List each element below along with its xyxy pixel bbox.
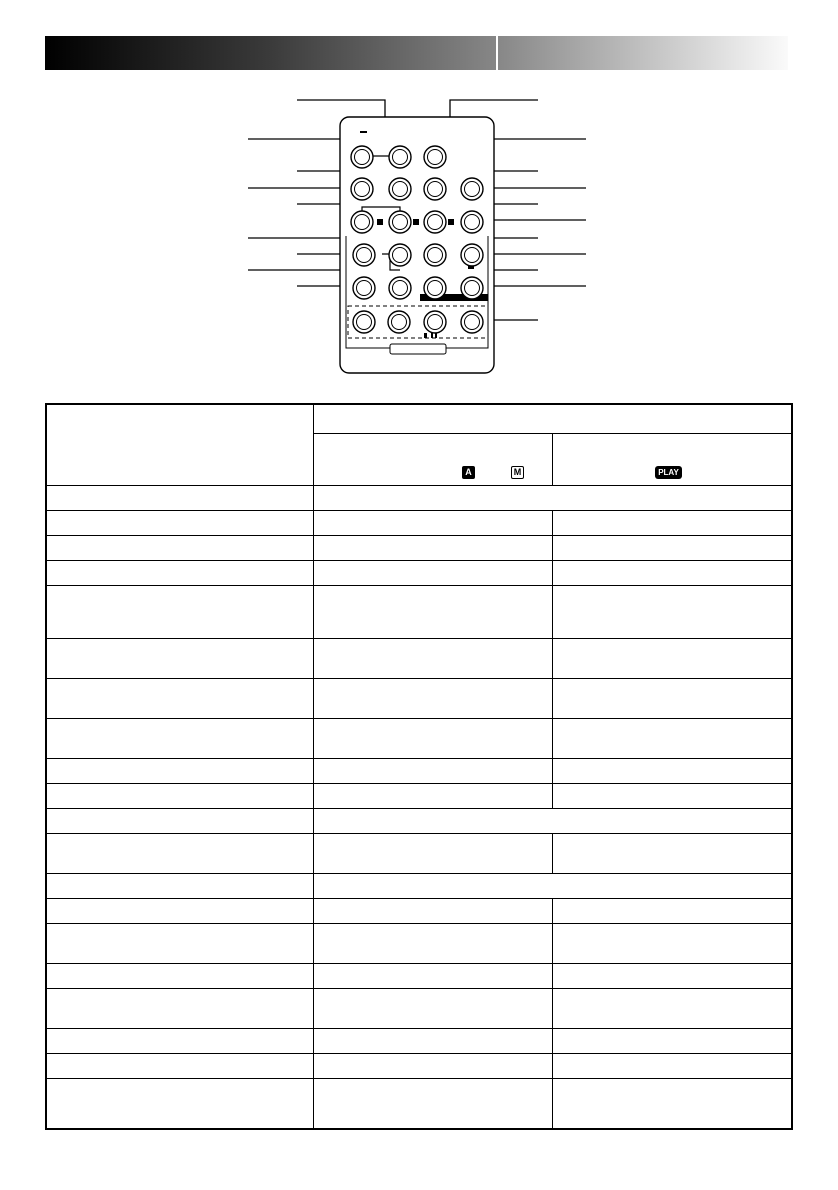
table-row — [46, 1078, 792, 1129]
table-cell — [313, 808, 792, 833]
table-header-row — [46, 404, 792, 433]
table-cell — [46, 510, 313, 535]
table-cell — [46, 585, 313, 638]
remote-button — [461, 244, 483, 266]
page-header-bar — [45, 36, 788, 70]
table-cell — [553, 898, 792, 923]
table-row — [46, 485, 792, 510]
table-row — [46, 585, 792, 638]
remote-button — [424, 311, 446, 333]
manual-mode-badge: M — [511, 466, 524, 479]
function-table — [45, 403, 793, 1130]
table-cell — [313, 510, 552, 535]
table-cell — [553, 758, 792, 783]
table-cell — [46, 758, 313, 783]
remote-slot — [390, 344, 446, 354]
table-cell — [553, 833, 792, 873]
remote-control-illustration — [0, 80, 838, 390]
table-cell — [313, 988, 552, 1028]
remote-button — [389, 211, 411, 233]
table-row — [46, 1053, 792, 1078]
table-row — [46, 873, 792, 898]
table-cell — [46, 833, 313, 873]
remote-button — [461, 211, 483, 233]
table-cell — [313, 873, 792, 898]
table-cell — [553, 585, 792, 638]
table-cell — [553, 988, 792, 1028]
remote-button — [389, 178, 411, 200]
table-cell — [46, 485, 313, 510]
remote-button — [424, 244, 446, 266]
table-cell — [553, 678, 792, 718]
table-cell — [313, 758, 552, 783]
table-row — [46, 898, 792, 923]
table-cell — [553, 535, 792, 560]
table-cell — [46, 1053, 313, 1078]
table-cell — [313, 1053, 552, 1078]
play-mode-badge: PLAY — [655, 466, 682, 479]
table-row — [46, 535, 792, 560]
table-cell — [313, 963, 552, 988]
table-cell — [313, 678, 552, 718]
remote-button — [353, 244, 375, 266]
table-row — [46, 718, 792, 758]
table-header-cell — [46, 404, 313, 485]
remote-button — [353, 311, 375, 333]
remote-button — [351, 178, 373, 200]
remote-button — [461, 277, 483, 299]
table-cell — [313, 638, 552, 678]
table-cell — [313, 833, 552, 873]
table-row — [46, 808, 792, 833]
table-cell — [313, 718, 552, 758]
table-cell — [46, 963, 313, 988]
remote-button — [424, 277, 446, 299]
table-row — [46, 783, 792, 808]
table-cell — [553, 718, 792, 758]
table-row — [46, 988, 792, 1028]
table-cell — [46, 638, 313, 678]
remote-button — [351, 211, 373, 233]
table-row — [46, 638, 792, 678]
table-cell — [313, 923, 552, 963]
table-cell — [313, 560, 552, 585]
table-row — [46, 510, 792, 535]
remote-button — [389, 277, 411, 299]
table-cell — [313, 1078, 552, 1129]
table-cell — [553, 963, 792, 988]
table-cell — [313, 585, 552, 638]
table-row — [46, 923, 792, 963]
table-cell — [46, 678, 313, 718]
remote-button — [461, 178, 483, 200]
table-cell — [313, 783, 552, 808]
table-cell — [313, 1028, 552, 1053]
table-cell — [46, 898, 313, 923]
table-cell — [46, 560, 313, 585]
table-cell — [313, 485, 792, 510]
callout-line — [450, 100, 538, 118]
table-cell — [46, 988, 313, 1028]
table-header-cell — [313, 404, 792, 433]
table-cell — [46, 1028, 313, 1053]
table-row — [46, 963, 792, 988]
remote-button — [353, 277, 375, 299]
remote-button — [424, 178, 446, 200]
auto-mode-badge: A — [462, 466, 475, 479]
remote-button — [389, 244, 411, 266]
table-cell — [46, 923, 313, 963]
table-cell — [46, 1078, 313, 1129]
table-row — [46, 833, 792, 873]
table-cell — [553, 510, 792, 535]
table-cell — [553, 1053, 792, 1078]
remote-button — [351, 146, 373, 168]
table-row — [46, 1028, 792, 1053]
table-cell — [313, 898, 552, 923]
table-cell — [46, 873, 313, 898]
remote-button — [388, 311, 410, 333]
table-cell — [553, 923, 792, 963]
remote-button — [424, 211, 446, 233]
table-row — [46, 758, 792, 783]
table-cell — [553, 1078, 792, 1129]
table-cell — [46, 808, 313, 833]
table-cell — [553, 1028, 792, 1053]
remote-button — [461, 311, 483, 333]
table-row — [46, 560, 792, 585]
table-cell — [553, 560, 792, 585]
header-divider — [496, 36, 498, 70]
table-cell — [313, 535, 552, 560]
table-row — [46, 678, 792, 718]
table-cell — [553, 638, 792, 678]
table-cell — [553, 783, 792, 808]
remote-button — [389, 146, 411, 168]
table-cell — [46, 718, 313, 758]
remote-button — [424, 146, 446, 168]
callout-line — [297, 100, 385, 118]
table-cell — [46, 783, 313, 808]
table-cell — [46, 535, 313, 560]
